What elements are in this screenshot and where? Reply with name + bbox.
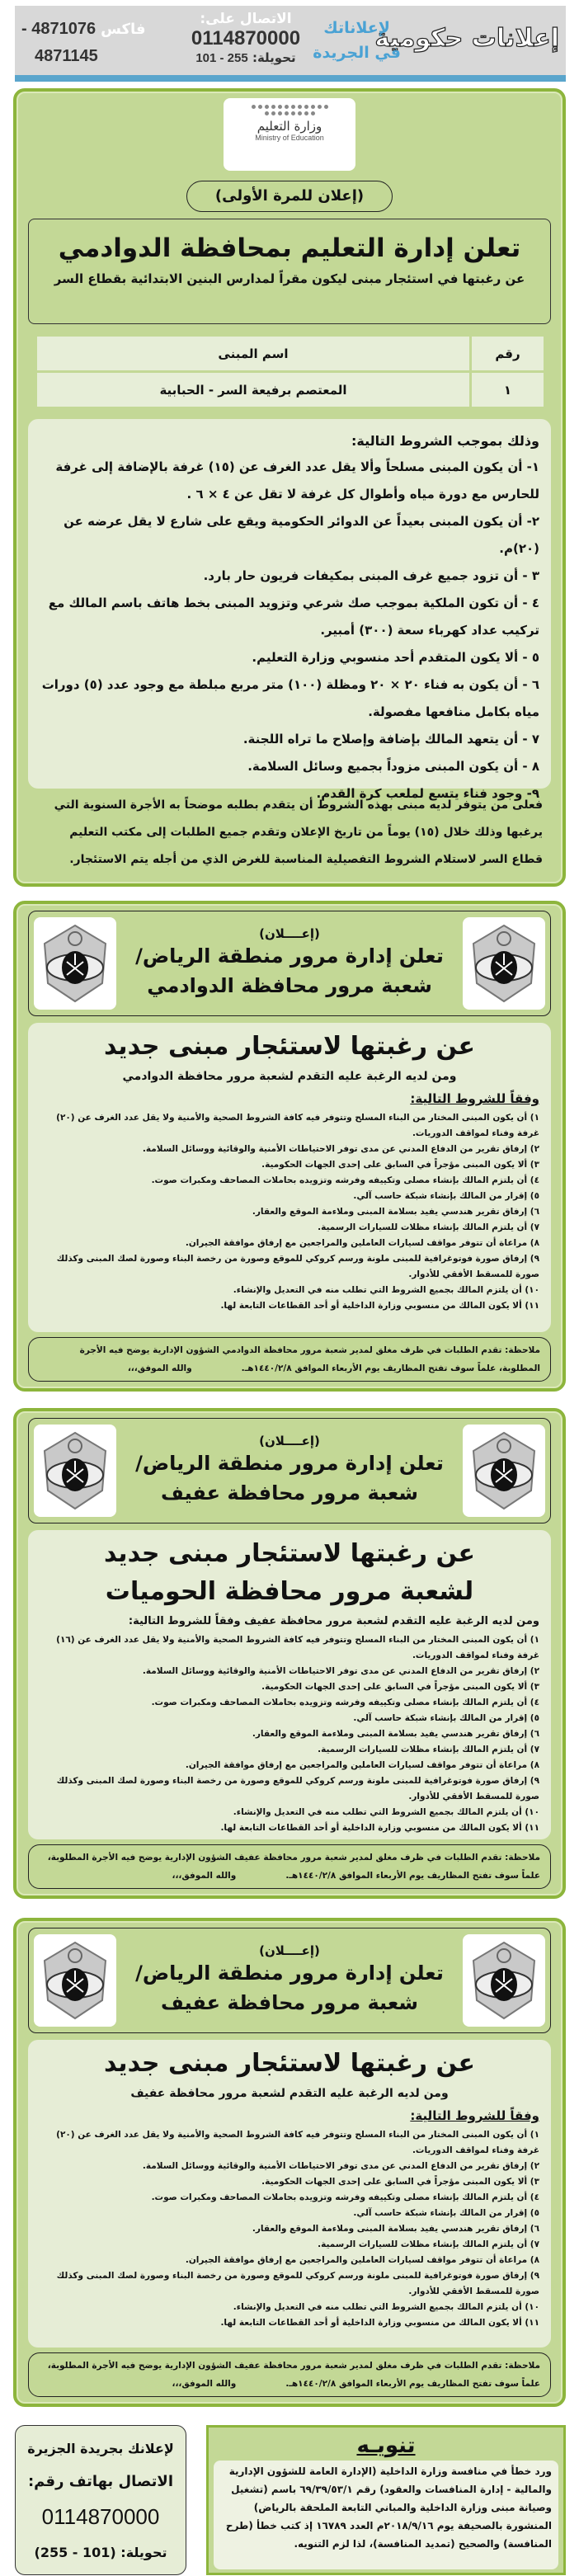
notice-body: ورد خطأ في منافسة وزارة الداخلية (الإدارة العامة للشؤون الإدارية والمالية - إدارة المنافسات والعقود) رقم ٦٩/٣٩/٥٣/١ باسم (تشغيل وصيانة مبنى وزارة الداخلية والمباني التابعة الملحقة بالرياض) المنشورة بالصحيفة يوم ٢٠١٨/٩/١٦م العدد ١٦٧٨٩ إذ كتب خطأ (طرح المنافسة) والصحيح (تمديد المنافسة)، لذا لزم التنويه. [214, 2461, 558, 2569]
table-header-row [36, 336, 545, 372]
promo-text [313, 16, 401, 65]
header-line: شعبة مرور محافظة عفيف [161, 1481, 418, 1505]
ad-header-text [116, 1434, 463, 1508]
ad-big-title: عن رغبتها لاستئجار مبنى جديد [103, 1539, 476, 1568]
table-cell: ١ [471, 372, 545, 408]
condition-item: ٩) إرفاق صورة فوتوغرافية للمبنى ملونة ورسم كروكي للموقع وصورة من رخصة البناء وصورة لصك المبنى وكذلك صورة للمسقط الأفقي للأدوار. [56, 1776, 539, 1801]
condition-item: ٤ - أن تكون الملكية بموجب صك شرعي وتزويد المبنى بخط هاتف باسم المالك مع تركيب عداد كهرباء سعة (٣٠٠) أمبير. [48, 596, 539, 638]
conditions-title: وذلك بموجب الشروط التالية: [351, 433, 539, 449]
condition-item: ١- أن يكون المبنى مسلحاً وألا يقل عدد الغرف عن (١٥) غرفة بالإضافة إلى غرفة للحارس مع دورة مياه وأطوال كل غرفة لا تقل عن ٤ × ٦ . [55, 459, 539, 502]
condition-item: ٩) إرفاق صورة فوتوغرافية للمبنى ملونة ورسم كروكي للموقع وصورة من رخصة البناء وصورة لصك المبنى وكذلك صورة للمسقط الأفقي للأدوار. [56, 1254, 539, 1279]
condition-item: ٣) ألا يكون المبنى مؤجراً في السابق على إحدى الجهات الحكومية. [261, 2177, 539, 2187]
contact-phone[interactable]: 0114870000 [191, 27, 301, 49]
condition-item: ٧) أن يلتزم المالك بإنشاء مظلات للسيارات الرسمية. [318, 1222, 539, 1232]
ad-intro: ومن لديه الرغبة عليه التقدم لشعبة مرور محافظة عفيف [130, 2087, 449, 2100]
ministry-of-education-logo [224, 98, 355, 171]
condition-item: ٧) أن يلتزم المالك بإنشاء مظلات للسيارات الرسمية. [318, 2239, 539, 2249]
traffic-police-logo-icon [463, 1425, 545, 1517]
condition-item: ٥) إقرار من المالك بإنشاء شبكة حاسب آلي. [353, 1191, 539, 1201]
announcement-label: (إعــــلان) [259, 926, 320, 941]
condition-item: ٦) إرفاق تقرير هندسي يفيد بسلامة المبنى وملاءمة الموقع والعقار. [252, 1207, 539, 1217]
condition-item: ٢) إرفاق تقرير من الدفاع المدني عن مدى توفر الاحتياطات الأمنية والوقائية ووسائل السلامة. [142, 1144, 539, 1154]
advertise-contact-box [15, 2425, 186, 2575]
column-header: اسم المبنى [36, 336, 471, 372]
condition-item: ٢) إرفاق تقرير من الدفاع المدني عن مدى توفر الاحتياطات الأمنية والوقائية ووسائل السلامة. [142, 2161, 539, 2171]
traffic-police-logo-icon [34, 917, 116, 1010]
ad-intro: ومن لديه الرغبة عليه التقدم لشعبة مرور محافظة الدوادمي [122, 1070, 457, 1083]
notice-box [206, 2425, 566, 2575]
ad-header [28, 911, 551, 1016]
header-line: تعلن إدارة مرور منطقة الرياض/ [135, 1452, 444, 1475]
traffic-police-logo-icon [463, 917, 545, 1010]
condition-item: ١) أن يكون المبنى المختار من البناء المسلح وتتوفر فيه كافة الشروط الصحية والأمنية ولا يقل عدد الغرف عن (١٦) غرفة وفناء لمواقف الدوريات. [56, 1635, 539, 1660]
condition-item: ٨) مراعاة أن تتوفر مواقف لسيارات العاملين والمراجعين مع إرفاق موافقة الجيران. [185, 2255, 539, 2265]
contact-label: الاتصال على: [200, 11, 292, 27]
condition-item: ١٠) أن يلتزم المالك بجميع الشروط التي تطلب منه في التعديل والإنشاء. [233, 1285, 539, 1295]
table-cell: المعتصم برفيعة السر - الحبابية [36, 372, 471, 408]
ext-value: 101 - 255 [195, 51, 248, 65]
condition-item: ٢) إرفاق تقرير من الدفاع المدني عن مدى توفر الاحتياطات الأمنية والوقائية ووسائل السلامة. [142, 1666, 539, 1676]
announcement-label: (إعــــلان) [259, 1434, 320, 1448]
conditions-box [28, 419, 551, 801]
ext-label: تحويلة: [252, 50, 296, 65]
fax-label: فاكس [101, 21, 146, 38]
section-title: إعلانات حكومية [374, 24, 559, 53]
condition-item: ١٠) أن يلتزم المالك بجميع الشروط التي تطلب منه في التعديل والإنشاء. [233, 1807, 539, 1817]
condition-item: ١١) ألا يكون المالك من منسوبي وزارة الداخلية أو أحد القطاعات التابعة لها. [220, 2318, 539, 2328]
promo-line: في الجريدة [313, 44, 401, 62]
logo-text-en: Ministry of Education [255, 134, 324, 142]
ad-header-text [116, 926, 463, 1001]
traffic-police-logo-icon [34, 1425, 116, 1517]
condition-item: ١) أن يكون المبنى المختار من البناء المسلح وتتوفر فيه كافة الشروط الصحية والأمنية ولا يقل عدد الغرف عن (٢٠) غرفة وفناء لمواقف الدوريات. [56, 1113, 539, 1138]
closing-sign: والله الموفق،،، [172, 2379, 237, 2389]
closing-text: فعلى من يتوفر لديه مبنى بهذه الشروط أن يتقدم بطلبه موضحاً به الأجرة السنوية التي يرغبها وذلك خلال (١٥) يوماً من تاريخ الإعلان وتقدم جميع الطلبات إلى مكتب التعليم قطاع السر لاستلام الشروط التفصيلية المناسبة للغرض الذي من أجله يتم الاستئجار. [54, 798, 543, 866]
condition-item: ٢- أن يكون المبنى بعيداً عن الدوائر الحكومية ويقع على شارع لا يقل عرضه عن (٢٠)م. [64, 514, 539, 556]
header-line: تعلن إدارة مرور منطقة الرياض/ [135, 944, 444, 968]
header-fax [21, 16, 174, 69]
contact-phone[interactable]: 0114870000 [41, 2504, 160, 2529]
ad-big-title: عن رغبتها لاستئجار مبنى جديد [103, 2049, 476, 2078]
ad-title-box [28, 219, 551, 324]
condition-item: ٧ - أن يتعهد المالك بإضافة وإصلاح ما تراه اللجنة. [242, 732, 539, 746]
header-contact [180, 11, 312, 65]
condition-item: ٩- وجود فناء يتسع لملعب كرة القدم. [316, 786, 539, 801]
note-text: ملاحظة: تقدم الطلبات في ظرف مغلق لمدير شعبة مرور محافظة عفيف الشؤون الإدارية يوضح فيه الأجرة المطلوبة، علماً سوف تفتح المظاريف يوم الأربعاء الموافق ١٤٤٠/٢/٨هـ. [47, 1853, 540, 1881]
building-table [35, 334, 546, 409]
condition-item: ٥) إقرار من المالك بإنشاء شبكة حاسب آلي. [353, 1713, 539, 1723]
ad-intro: ومن لديه الرغبة عليه التقدم لشعبة مرور محافظة عفيف وفقاً للشروط التالية: [128, 1615, 539, 1627]
condition-item: ٥ - ألا يكون المتقدم أحد منسوبي وزارة التعليم. [252, 650, 539, 665]
ad-header [28, 1928, 551, 2033]
promo-line: لإعلاناتك [323, 19, 390, 37]
condition-item: ٦) إرفاق تقرير هندسي يفيد بسلامة المبنى وملاءمة الموقع والعقار. [252, 2224, 539, 2234]
ad-note [28, 2352, 551, 2397]
conditions-title: وفقاً للشروط التالية: [410, 2108, 539, 2123]
condition-item: ٥) إقرار من المالك بإنشاء شبكة حاسب آلي. [353, 2208, 539, 2218]
ad-title: تعلن إدارة التعليم بمحافظة الدوادمي [58, 233, 521, 263]
condition-item: ٣) ألا يكون المبنى مؤجراً في السابق على إحدى الجهات الحكومية. [261, 1682, 539, 1692]
ad-big-title: عن رغبتها لاستئجار مبنى جديد [103, 1032, 476, 1061]
announcement-label: (إعــــلان) [259, 1943, 320, 1958]
condition-item: ١٠) أن يلتزم المالك بجميع الشروط التي تطلب منه في التعديل والإنشاء. [233, 2302, 539, 2312]
education-ad [13, 88, 566, 887]
condition-item: ٩) إرفاق صورة فوتوغرافية للمبنى ملونة ورسم كروكي للموقع وصورة من رخصة البناء وصورة لصك المبنى وكذلك صورة للمسقط الأفقي للأدوار. [56, 2271, 539, 2296]
table-row [36, 372, 545, 408]
column-header: رقم [471, 336, 545, 372]
condition-item: ٤) أن يلتزم المالك بإنشاء مصلى وتكييفه وفرشه وتزويده بحاملات المصاحف ومكبرات صوت. [151, 1698, 539, 1707]
ad-body [28, 1530, 551, 1839]
condition-item: ٨) مراعاة أن تتوفر مواقف لسيارات العاملين والمراجعين مع إرفاق موافقة الجيران. [185, 1760, 539, 1770]
closing-sign: والله الموفق،،، [127, 1363, 192, 1373]
page-header [15, 6, 566, 75]
header-line: تعلن إدارة مرور منطقة الرياض/ [135, 1961, 444, 1985]
traffic-ad [13, 901, 566, 1392]
condition-item: ٣ - أن تزود جميع غرف المبنى بمكيفات فريون حار بارد. [203, 568, 539, 583]
ad-body [28, 1023, 551, 1332]
logo-dots-icon [248, 105, 331, 115]
ad-header-text [116, 1943, 463, 2018]
header-divider [15, 75, 566, 82]
ad-subtitle: عن رغبتها في استئجار مبنى ليكون مقراً لمدارس البنين الابتدائية بقطاع السر [54, 271, 525, 286]
closing-sign: والله الموفق،،، [172, 1871, 237, 1881]
condition-item: ١١) ألا يكون المالك من منسوبي وزارة الداخلية أو أحد القطاعات التابعة لها. [220, 1823, 539, 1833]
contact-ext: تحويلة: (101 - 255) [34, 2545, 167, 2560]
condition-item: ٧) أن يلتزم المالك بإنشاء مظلات للسيارات الرسمية. [318, 1745, 539, 1754]
condition-item: ٨) مراعاة أن تتوفر مواقف لسيارات العاملين والمراجعين مع إرفاق موافقة الجيران. [185, 1238, 539, 1248]
fax-number: 4871145 [35, 47, 98, 65]
conditions-title: وفقاً للشروط التالية: [410, 1091, 539, 1106]
condition-item: ٣) ألا يكون المبنى مؤجراً في السابق على إحدى الجهات الحكومية. [261, 1160, 539, 1170]
condition-item: ٨ - أن يكون المبنى مزوداً بجميع وسائل السلامة. [247, 759, 539, 774]
header-line: شعبة مرور محافظة الدوادمي [147, 974, 432, 997]
traffic-police-logo-icon [34, 1934, 116, 2027]
condition-item: ٤) أن يلتزم المالك بإنشاء مصلى وتكييفه وفرشه وتزويده بحاملات المصاحف ومكبرات صوت. [151, 2192, 539, 2202]
ad-note [28, 1844, 551, 1889]
first-time-badge: (إعلان للمرة الأولى) [186, 181, 393, 212]
condition-item: ٤) أن يلتزم المالك بإنشاء مصلى وتكييفه وفرشه وتزويده بحاملات المصاحف ومكبرات صوت. [151, 1175, 539, 1185]
note-text: ملاحظة: تقدم الطلبات في ظرف مغلق لمدير شعبة مرور محافظة الدوادمي الشؤون الإدارية يوضح فيه الأجرة المطلوبة، علماً سوف تفتح المظاريف يوم الأربعاء الموافق ١٤٤٠/٢/٨هـ. [79, 1345, 540, 1373]
contact-line: لإعلانك بجريدة الجزيرة [27, 2441, 174, 2456]
condition-item: ٦) إرفاق تقرير هندسي يفيد بسلامة المبنى وملاءمة الموقع والعقار. [252, 1729, 539, 1739]
contact-line: الاتصال بهاتف رقم: [27, 2473, 174, 2490]
notice-title: تنويـه [356, 2433, 416, 2458]
ad-big-title: لشعبة مرور محافظة الحوميات [105, 1577, 474, 1606]
condition-item: ٦ - أن يكون به فناء ٢٠ × ٢٠ ومظلة (١٠٠) متر مربع مبلطة مع وجود عدد (٥) دورات مياه بكامل منافعها مفصولة. [41, 677, 539, 719]
note-text: ملاحظة: تقدم الطلبات في ظرف مغلق لمدير شعبة مرور محافظة عفيف الشؤون الإدارية يوضح فيه الأجرة المطلوبة، علماً سوف تفتح المظاريف يوم الأربعاء الموافق ١٤٤٠/٢/٨هـ. [47, 2361, 540, 2389]
ad-note [28, 1337, 551, 1382]
fax-number: - 4871076 [21, 20, 96, 38]
logo-text-ar: وزارة التعليم [257, 119, 322, 134]
traffic-ad [13, 1408, 566, 1899]
contact-ext [180, 50, 312, 65]
condition-item: ١) أن يكون المبنى المختار من البناء المسلح وتتوفر فيه كافة الشروط الصحية والأمنية ولا يقل عدد الغرف عن (٢٠) غرفة وفناء لمواقف الدوريات. [56, 2130, 539, 2155]
traffic-ad [13, 1918, 566, 2407]
condition-item: ١١) ألا يكون المالك من منسوبي وزارة الداخلية أو أحد القطاعات التابعة لها. [220, 1301, 539, 1311]
ad-header [28, 1418, 551, 1523]
header-line: شعبة مرور محافظة عفيف [161, 1991, 418, 2014]
traffic-police-logo-icon [463, 1934, 545, 2027]
ad-body [28, 2040, 551, 2348]
